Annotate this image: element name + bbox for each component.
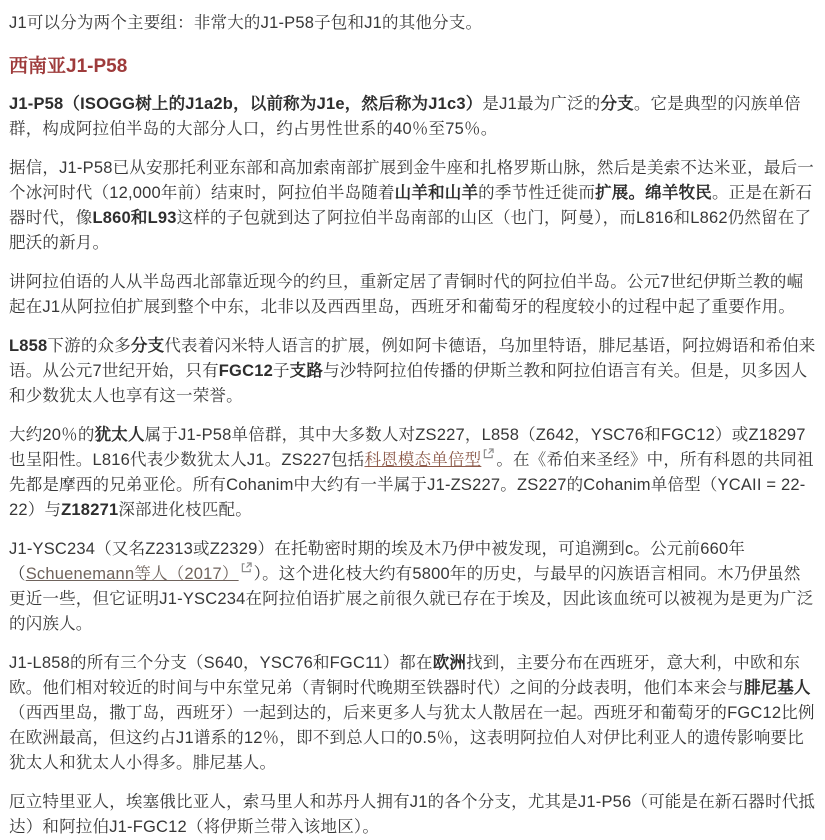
inline-link[interactable]: 科恩模态单倍型 <box>364 451 482 469</box>
body-text: （西西里岛，撒丁岛，西班牙）一起到达的，后来更多人与犹太人散居在一起。西班牙和葡萄牙的FGC12比例在欧洲最高，但这约占J1谱系的12％，即不到总人口的0.5％，这表明阿拉伯人对伊比利亚人的遗传影响要比犹太人和犹太人小得多。腓尼基人。 <box>9 704 815 772</box>
bold-text: 欧洲 <box>432 654 467 672</box>
body-text: 子 <box>272 362 290 380</box>
body-text: 大约20％的 <box>9 426 95 444</box>
bold-text: 山羊和山羊 <box>394 184 479 202</box>
bold-text: 支路 <box>289 362 324 380</box>
body-text: J1-YSC234（又名Z2313或Z2329）在托勒密时期的埃及木乃伊中被发现，可追溯到c。公元前660年（ <box>9 540 746 583</box>
inline-link[interactable]: Schuenemann等人（2017） <box>25 565 239 583</box>
body-text: J1可以分为两个主要组：非常大的J1-P58子包和J1的其他分支。 <box>9 14 483 32</box>
external-link-icon <box>241 562 252 573</box>
body-text: J1-L858的所有三个分支（S640，YSC76和FGC11）都在 <box>9 654 433 672</box>
bold-text: L860和L93 <box>92 209 177 227</box>
body-text: 属于J1-P58单倍群，其中大多数人对ZS227，L858（Z642，YSC76和FGC12）或Z18297也呈阳性。L816代表少数犹太人J1。ZS227包括 <box>9 426 806 469</box>
body-text: 的季节性迁徙而 <box>478 184 596 202</box>
body-text: ）。这个进化枝大约有5800年的历史，与最早的闪族语言相同。木乃伊虽然更近一些，但它证明J1-YSC234在阿拉伯语扩展之前很久就已存在于埃及，因此该血统可以被视为是更为广泛的闪族人。 <box>9 565 814 633</box>
body-text: 据信，J1-P58已从安那托利亚东部和高加索南部扩展到金牛座和扎格罗斯山脉，然后是美索不达米亚，最后一个冰河时代（12,000年前）结束时，阿拉伯半岛随着 <box>9 159 814 202</box>
body-text: 。正是在新石器时代，像 <box>9 184 813 227</box>
paragraph <box>9 790 816 840</box>
bold-text: FGC12 <box>218 362 273 380</box>
body-text: 讲阿拉伯语的人从半岛西北部靠近现今的约旦，重新定居了青铜时代的阿拉伯半岛。公元7世纪伊斯兰教的崛起在J1从阿拉伯扩展到整个中东，北非以及西西里岛，西班牙和葡萄牙的程度较小的过程中起了重要作用。 <box>9 273 804 316</box>
body-text: 。在《希伯来圣经》中，所有科恩的共同祖先都是摩西的兄弟亚伦。所有Cohanim中大约有一半属于J1-ZS227。ZS227的Cohanim单倍型（YCAII = 22-22）与 <box>9 451 814 519</box>
bold-text: 腓尼基人 <box>743 679 811 697</box>
body-text: 找到，主要分布在西班牙，意大利，中欧和东欧。他们相对较近的时间与中东堂兄弟（青铜时代晚期至铁器时代）之间的分歧表明，他们本来会与 <box>9 654 801 697</box>
body-text: 下游的众多 <box>47 337 131 355</box>
article-paragraphs <box>9 92 816 840</box>
bold-text: 分支 <box>130 337 165 355</box>
paragraph <box>9 270 816 320</box>
body-text: 。它是典型的闪族单倍群，构成阿拉伯半岛的大部分人口，约占男性世系的40％至75％。 <box>9 95 801 138</box>
body-text: 这样的子包就到达了阿拉伯半岛南部的山区（也门，阿曼），而L816和L862仍然留在了肥沃的新月。 <box>9 209 812 252</box>
body-text: 是J1最为广泛的 <box>482 95 601 113</box>
paragraph <box>9 156 816 256</box>
paragraph <box>9 651 816 776</box>
body-text: 与沙特阿拉伯传播的伊斯兰教和阿拉伯语言有关。但是，贝多因人和少数犹太人也享有这一荣誉。 <box>9 362 808 405</box>
bold-text: L858 <box>9 337 48 355</box>
bold-text: 扩展。绵羊牧民 <box>595 184 712 202</box>
paragraph <box>9 92 816 142</box>
body-text: 代表着闪米特人语言的扩展，例如阿卡德语，乌加里特语，腓尼基语，阿拉姆语和希伯来语。从公元7世纪开始，只有 <box>9 337 816 380</box>
bold-text: 分支 <box>600 95 634 113</box>
body-text: 深部进化枝匹配。 <box>118 501 252 519</box>
paragraph <box>9 334 816 409</box>
bold-text: J1-P58（ISOGG树上的J1a2b，以前称为J1e，然后称为J1c3） <box>9 95 483 113</box>
section-heading: 西南亚J1-P58 <box>9 56 128 77</box>
paragraph <box>9 537 816 637</box>
external-link-icon <box>483 448 494 459</box>
bold-text: 犹太人 <box>94 426 145 444</box>
body-text: 厄立特里亚人，埃塞俄比亚人，索马里人和苏丹人拥有J1的各个分支，尤其是J1-P56（可能是在新石器时代抵达）和阿拉伯J1-FGC12（将伊斯兰带入该地区）。 <box>9 793 816 836</box>
intro-paragraph <box>9 11 816 36</box>
bold-text: Z18271 <box>61 501 119 519</box>
paragraph <box>9 423 816 523</box>
